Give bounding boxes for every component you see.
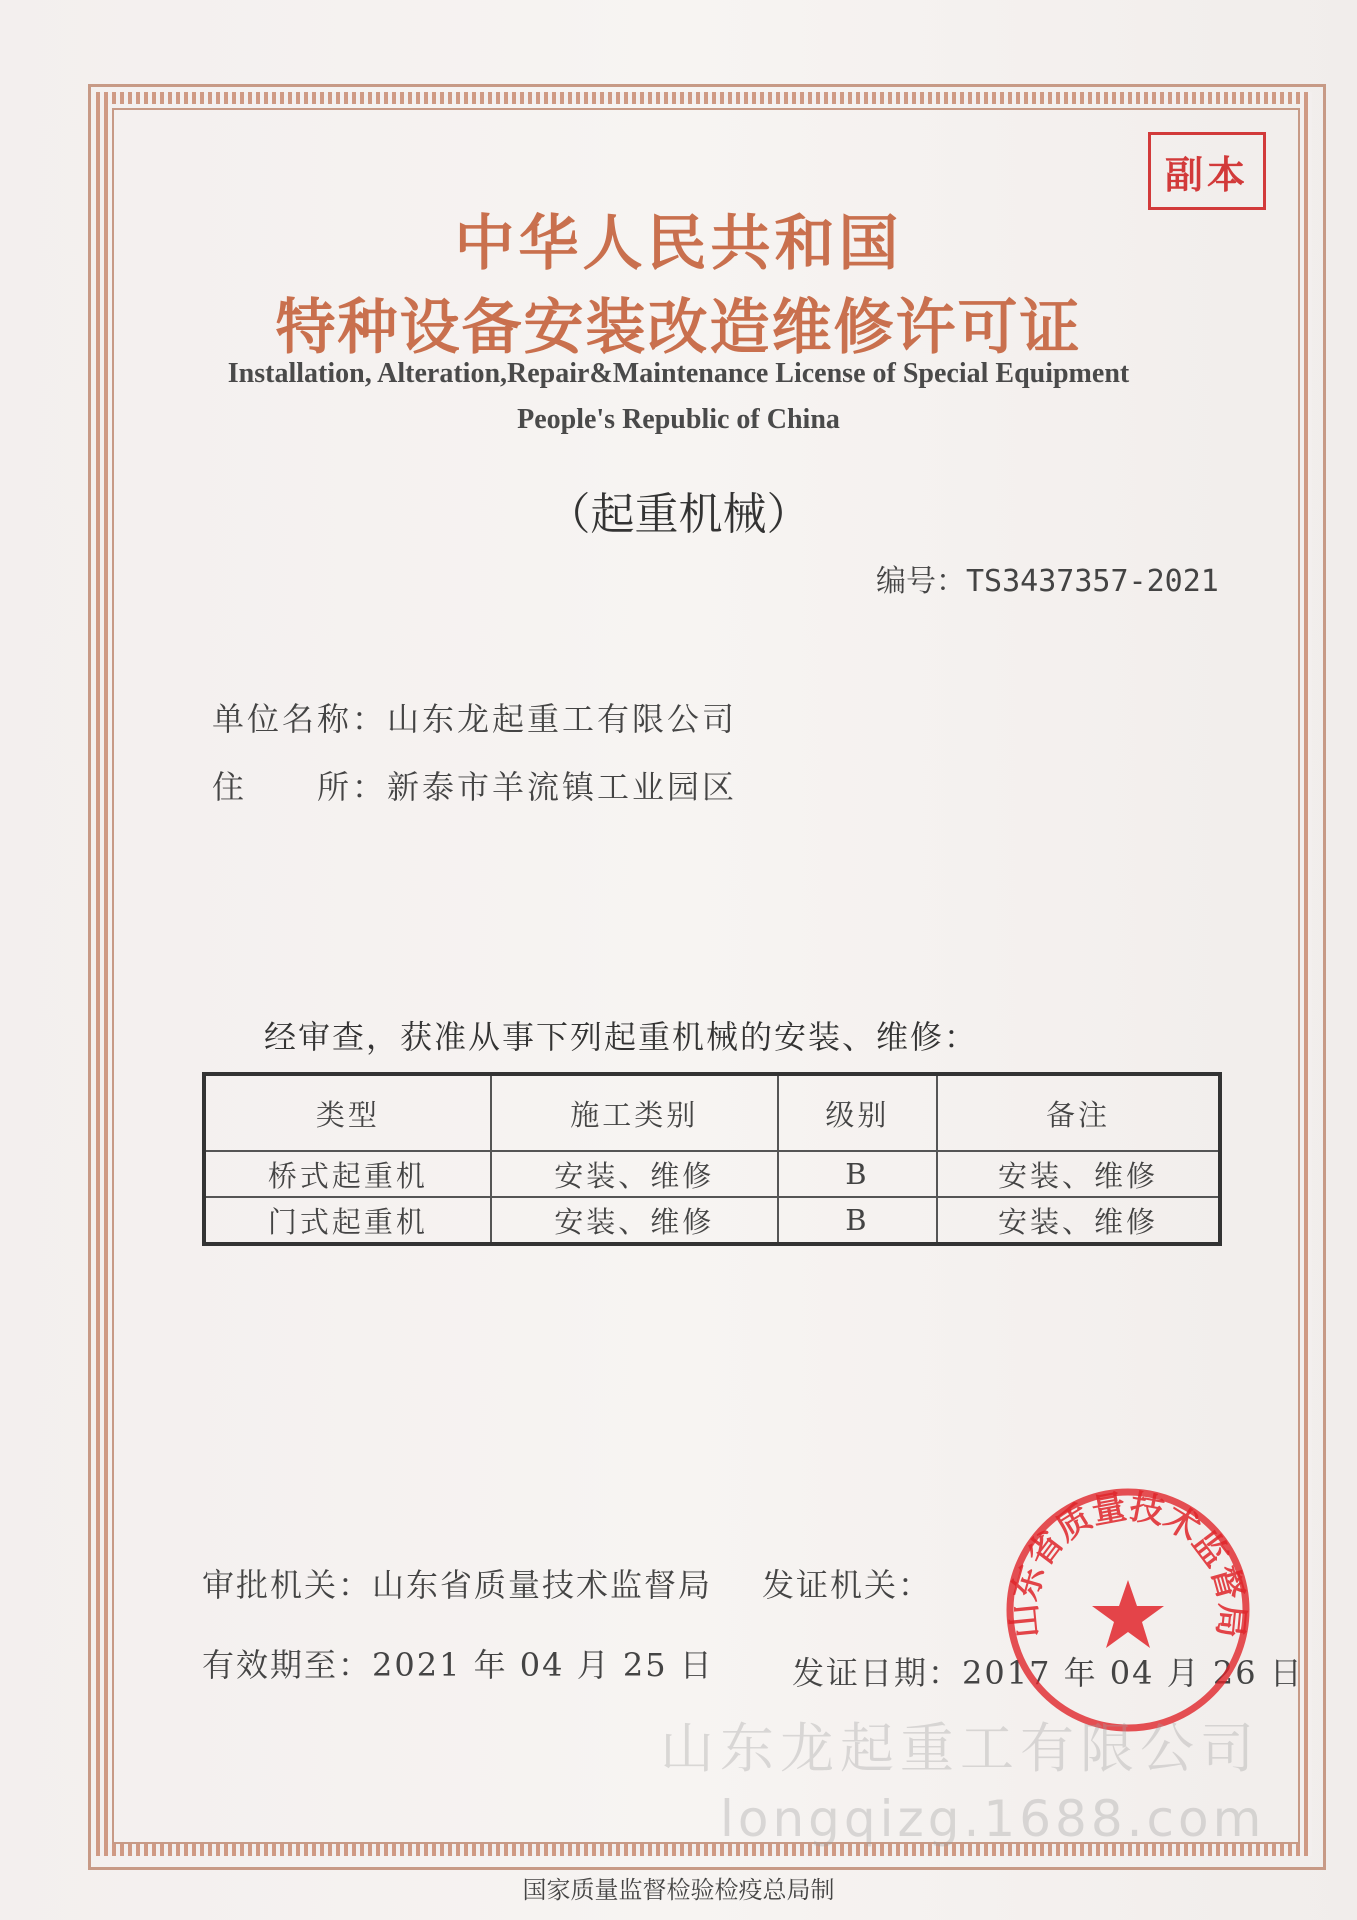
approval-statement: 经审查，获准从事下列起重机械的安装、维修： — [264, 1018, 979, 1056]
title-english: Installation, Alteration,Repair&Maintenance License of Special Equipment — [227, 358, 1130, 389]
issue-date-value: 2017 年 04 月 26 日 — [962, 1654, 1304, 1692]
cell-remarks: 安装、维修 — [937, 1197, 1220, 1244]
address-value: 新泰市羊流镇工业园区 — [387, 768, 738, 806]
unit-name-label: 单位名称： — [212, 700, 388, 738]
watermark-company: 山东龙起重工有限公司 — [660, 1717, 1260, 1780]
watermark-url: longqizg.1688.com — [720, 1790, 1266, 1848]
seal-star-icon — [1092, 1580, 1164, 1648]
cell-work-category: 安装、维修 — [491, 1197, 778, 1244]
issuer-footer: 国家质量监督检验检疫总局制 — [522, 1876, 835, 1904]
certificate-number — [876, 556, 1219, 600]
cell-remarks: 安装、维修 — [937, 1151, 1220, 1197]
official-seal — [998, 1480, 1258, 1740]
unit-name-field — [212, 694, 737, 740]
certificate-number-label: 编号： — [876, 564, 966, 599]
cell-type: 桥式起重机 — [204, 1151, 491, 1197]
approval-authority — [202, 1560, 712, 1606]
scope-table — [202, 1072, 1222, 1246]
header-work-category: 施工类别 — [491, 1074, 778, 1151]
valid-until-label: 有效期至： — [202, 1646, 373, 1684]
approval-authority-value: 山东省质量技术监督局 — [372, 1566, 713, 1604]
cell-grade: B — [778, 1151, 937, 1197]
seal-text: 山东省质量技术监督局 — [1003, 1486, 1253, 1640]
issue-date-label: 发证日期： — [792, 1654, 963, 1692]
equipment-category: （起重机械） — [546, 489, 811, 540]
header-remarks: 备注 — [937, 1074, 1220, 1151]
table-row — [204, 1197, 1220, 1244]
cell-type: 门式起重机 — [204, 1197, 491, 1244]
unit-name-value: 山东龙起重工有限公司 — [387, 700, 738, 738]
copy-stamp: 副本 — [1148, 132, 1266, 210]
issuing-authority — [762, 1560, 932, 1606]
address-field — [212, 762, 737, 808]
header-type: 类型 — [204, 1074, 491, 1151]
valid-until-value: 2021 年 04 月 25 日 — [372, 1646, 714, 1684]
table-row — [204, 1151, 1220, 1197]
address-label: 住 所： — [212, 768, 388, 806]
title-country: 中华人民共和国 — [454, 209, 903, 279]
approval-authority-label: 审批机关： — [202, 1566, 373, 1604]
valid-until — [202, 1640, 714, 1686]
cell-work-category: 安装、维修 — [491, 1151, 778, 1197]
certificate-number-value: TS3437357-2021 — [966, 564, 1219, 599]
title-english-country: People's Republic of China — [517, 404, 840, 435]
title-license: 特种设备安装改造维修许可证 — [275, 293, 1082, 363]
header-grade: 级别 — [778, 1074, 937, 1151]
issuing-authority-label: 发证机关： — [762, 1566, 933, 1604]
cell-grade: B — [778, 1197, 937, 1244]
table-header-row — [204, 1074, 1220, 1151]
